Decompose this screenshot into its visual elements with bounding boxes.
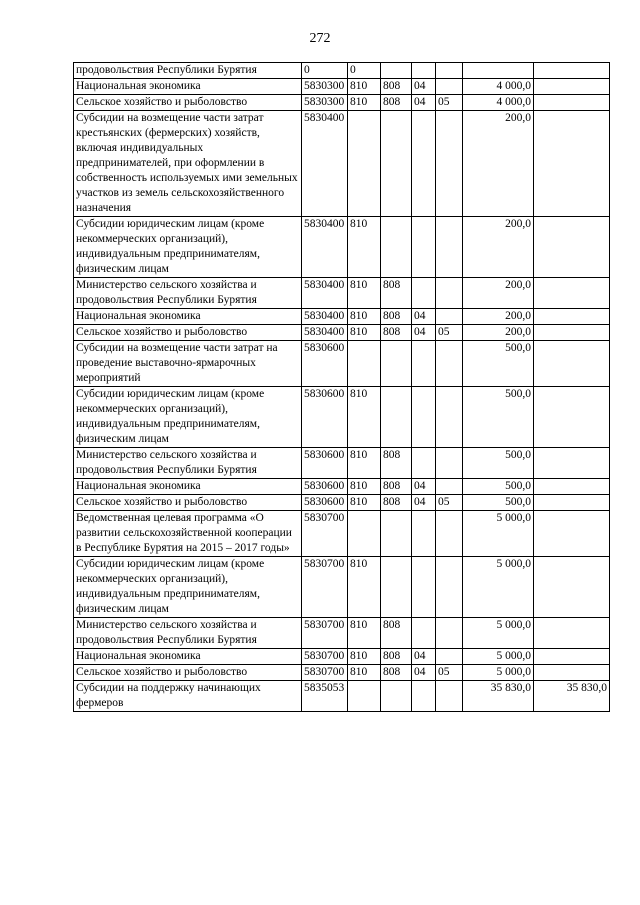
amount: 35 830,0	[490, 682, 531, 694]
item-name: Национальная экономика	[76, 480, 201, 492]
ministry-code-cell	[381, 495, 412, 511]
table-row	[74, 79, 610, 95]
expense-type: 810	[350, 449, 368, 461]
expense-type: 810	[350, 650, 368, 662]
table-row	[74, 325, 610, 341]
subsection-code-cell	[436, 63, 463, 79]
subsection-code-cell	[436, 448, 463, 479]
section-code-cell	[412, 325, 436, 341]
target-code: 5830600	[304, 342, 345, 354]
item-name-cell	[74, 217, 302, 278]
table-row	[74, 495, 610, 511]
subsection-code-cell	[436, 665, 463, 681]
item-name-cell	[74, 387, 302, 448]
target-code-cell	[302, 557, 348, 618]
ministry-code-cell	[381, 111, 412, 217]
section-code-cell	[412, 665, 436, 681]
table-row	[74, 95, 610, 111]
federal-amount-cell	[534, 479, 610, 495]
table-row	[74, 618, 610, 649]
expense-type-cell	[348, 341, 381, 387]
page-number: 272	[309, 31, 331, 46]
table-row	[74, 278, 610, 309]
amount: 500,0	[505, 388, 531, 400]
ministry-code-cell	[381, 278, 412, 309]
ministry-code-cell	[381, 341, 412, 387]
ministry-code-cell	[381, 309, 412, 325]
item-name-cell	[74, 511, 302, 557]
section-code-cell	[412, 479, 436, 495]
target-code: 5830700	[304, 512, 345, 524]
section-code-cell	[412, 649, 436, 665]
item-name-cell	[74, 341, 302, 387]
ministry-code: 808	[383, 326, 401, 338]
expense-type-cell	[348, 495, 381, 511]
ministry-code: 808	[383, 619, 401, 631]
target-code: 5830700	[304, 558, 345, 570]
amount: 200,0	[505, 218, 531, 230]
table-row	[74, 309, 610, 325]
target-code: 5830600	[304, 496, 345, 508]
expense-type: 810	[350, 326, 368, 338]
amount-cell	[463, 387, 534, 448]
item-name: Субсидии юридическим лицам (кроме некоммерческих организаций), индивидуальным предпринимателям, физическим лицам	[76, 558, 268, 615]
expense-type-cell	[348, 479, 381, 495]
subsection-code-cell	[436, 557, 463, 618]
section-code: 04	[414, 326, 426, 338]
ministry-code-cell	[381, 665, 412, 681]
expense-type-cell	[348, 63, 381, 79]
amount-cell	[463, 649, 534, 665]
target-code: 5830300	[304, 96, 345, 108]
item-name: Субсидии на возмещение части затрат на проведение выставочно-ярмарочных мероприятий	[76, 342, 281, 384]
item-name-cell	[74, 278, 302, 309]
amount-cell	[463, 495, 534, 511]
amount-cell	[463, 325, 534, 341]
ministry-code: 808	[383, 650, 401, 662]
target-code-cell	[302, 649, 348, 665]
target-code: 5830400	[304, 218, 345, 230]
federal-amount-cell	[534, 278, 610, 309]
item-name-cell	[74, 325, 302, 341]
subsection-code-cell	[436, 618, 463, 649]
subsection-code: 05	[438, 326, 450, 338]
table-row	[74, 681, 610, 712]
table-row	[74, 649, 610, 665]
amount: 500,0	[505, 449, 531, 461]
amount: 500,0	[505, 496, 531, 508]
table-row	[74, 63, 610, 79]
ministry-code-cell	[381, 79, 412, 95]
item-name: Министерство сельского хозяйства и продовольствия Республики Бурятия	[76, 449, 260, 476]
ministry-code-cell	[381, 511, 412, 557]
amount: 200,0	[505, 310, 531, 322]
amount: 5 000,0	[496, 512, 531, 524]
target-code-cell	[302, 278, 348, 309]
subsection-code: 05	[438, 496, 450, 508]
amount-cell	[463, 309, 534, 325]
target-code-cell	[302, 95, 348, 111]
subsection-code-cell	[436, 495, 463, 511]
amount: 500,0	[505, 342, 531, 354]
expense-type-cell	[348, 557, 381, 618]
target-code-cell	[302, 448, 348, 479]
ministry-code-cell	[381, 681, 412, 712]
section-code: 04	[414, 80, 426, 92]
expense-type-cell	[348, 95, 381, 111]
federal-amount-cell	[534, 557, 610, 618]
section-code-cell	[412, 557, 436, 618]
subsection-code-cell	[436, 479, 463, 495]
expense-type-cell	[348, 618, 381, 649]
expense-type-cell	[348, 217, 381, 278]
table-row	[74, 217, 610, 278]
federal-amount-cell	[534, 511, 610, 557]
amount: 5 000,0	[496, 666, 531, 678]
ministry-code-cell	[381, 387, 412, 448]
expense-type: 810	[350, 279, 368, 291]
amount-cell	[463, 63, 534, 79]
ministry-code-cell	[381, 649, 412, 665]
subsection-code-cell	[436, 111, 463, 217]
item-name: Сельское хозяйство и рыболовство	[76, 496, 248, 508]
target-code: 5830400	[304, 279, 345, 291]
expense-type: 810	[350, 388, 368, 400]
ministry-code: 808	[383, 310, 401, 322]
budget-table	[73, 62, 610, 712]
expense-type-cell	[348, 79, 381, 95]
ministry-code-cell	[381, 95, 412, 111]
item-name-cell	[74, 479, 302, 495]
section-code-cell	[412, 217, 436, 278]
section-code-cell	[412, 341, 436, 387]
section-code-cell	[412, 495, 436, 511]
expense-type: 0	[350, 64, 356, 76]
expense-type-cell	[348, 278, 381, 309]
federal-amount-cell	[534, 341, 610, 387]
amount: 200,0	[505, 112, 531, 124]
table-row	[74, 448, 610, 479]
amount: 200,0	[505, 326, 531, 338]
section-code: 04	[414, 496, 426, 508]
target-code-cell	[302, 325, 348, 341]
expense-type: 810	[350, 80, 368, 92]
table-row	[74, 111, 610, 217]
target-code: 5830400	[304, 326, 345, 338]
item-name-cell	[74, 557, 302, 618]
federal-amount-cell	[534, 79, 610, 95]
target-code: 5830700	[304, 666, 345, 678]
target-code: 5830400	[304, 310, 345, 322]
expense-type: 810	[350, 666, 368, 678]
section-code-cell	[412, 448, 436, 479]
section-code: 04	[414, 96, 426, 108]
section-code-cell	[412, 111, 436, 217]
target-code: 5830600	[304, 449, 345, 461]
amount-cell	[463, 665, 534, 681]
table-body	[74, 63, 610, 712]
subsection-code-cell	[436, 309, 463, 325]
target-code-cell	[302, 217, 348, 278]
section-code-cell	[412, 278, 436, 309]
section-code-cell	[412, 618, 436, 649]
item-name-cell	[74, 448, 302, 479]
federal-amount-cell	[534, 111, 610, 217]
expense-type-cell	[348, 649, 381, 665]
target-code: 5830600	[304, 480, 345, 492]
ministry-code-cell	[381, 618, 412, 649]
ministry-code: 808	[383, 449, 401, 461]
expense-type: 810	[350, 218, 368, 230]
federal-amount-cell	[534, 387, 610, 448]
ministry-code-cell	[381, 557, 412, 618]
target-code-cell	[302, 111, 348, 217]
expense-type-cell	[348, 665, 381, 681]
ministry-code: 808	[383, 96, 401, 108]
item-name-cell	[74, 79, 302, 95]
item-name: Министерство сельского хозяйства и продовольствия Республики Бурятия	[76, 279, 260, 306]
ministry-code-cell	[381, 325, 412, 341]
ministry-code: 808	[383, 480, 401, 492]
amount: 5 000,0	[496, 619, 531, 631]
ministry-code-cell	[381, 63, 412, 79]
expense-type: 810	[350, 480, 368, 492]
target-code: 5830600	[304, 388, 345, 400]
amount: 5 000,0	[496, 558, 531, 570]
item-name: Субсидии юридическим лицам (кроме некоммерческих организаций), индивидуальным предпринимателям, физическим лицам	[76, 218, 268, 275]
expense-type-cell	[348, 309, 381, 325]
federal-amount-cell	[534, 448, 610, 479]
expense-type: 810	[350, 310, 368, 322]
amount-cell	[463, 341, 534, 387]
subsection-code-cell	[436, 95, 463, 111]
ministry-code: 808	[383, 666, 401, 678]
target-code-cell	[302, 618, 348, 649]
target-code-cell	[302, 479, 348, 495]
expense-type-cell	[348, 511, 381, 557]
expense-type-cell	[348, 448, 381, 479]
subsection-code-cell	[436, 511, 463, 557]
target-code-cell	[302, 665, 348, 681]
amount-cell	[463, 681, 534, 712]
subsection-code-cell	[436, 278, 463, 309]
ministry-code: 808	[383, 279, 401, 291]
section-code-cell	[412, 387, 436, 448]
amount-cell	[463, 95, 534, 111]
item-name: Субсидии на поддержку начинающих фермеров	[76, 682, 264, 709]
target-code-cell	[302, 79, 348, 95]
section-code-cell	[412, 95, 436, 111]
ministry-code-cell	[381, 448, 412, 479]
item-name-cell	[74, 649, 302, 665]
target-code: 5835053	[304, 682, 345, 694]
amount-cell	[463, 111, 534, 217]
amount: 500,0	[505, 480, 531, 492]
subsection-code: 05	[438, 96, 450, 108]
item-name: Министерство сельского хозяйства и продовольствия Республики Бурятия	[76, 619, 260, 646]
subsection-code-cell	[436, 681, 463, 712]
ministry-code-cell	[381, 217, 412, 278]
table-row	[74, 665, 610, 681]
expense-type-cell	[348, 681, 381, 712]
subsection-code-cell	[436, 217, 463, 278]
table-row	[74, 479, 610, 495]
section-code-cell	[412, 79, 436, 95]
section-code: 04	[414, 666, 426, 678]
item-name: Ведомственная целевая программа «О развитии сельскохозяйственной кооперации в Республике Бурятия на 2015 – 2017 годы»	[76, 512, 295, 554]
federal-amount-cell	[534, 495, 610, 511]
ministry-code: 808	[383, 80, 401, 92]
subsection-code: 05	[438, 666, 450, 678]
subsection-code-cell	[436, 341, 463, 387]
table-row	[74, 341, 610, 387]
ministry-code: 808	[383, 496, 401, 508]
item-name-cell	[74, 495, 302, 511]
target-code-cell	[302, 387, 348, 448]
item-name: Национальная экономика	[76, 650, 201, 662]
item-name: Субсидии на возмещение части затрат крестьянских (фермерских) хозяйств, включая индивидуальных предпринимателей, при оформлении в собственность используемых ими земельных участков из земель сельскохозяйственного назначения	[76, 112, 301, 214]
expense-type-cell	[348, 111, 381, 217]
subsection-code-cell	[436, 79, 463, 95]
item-name-cell	[74, 309, 302, 325]
expense-type: 810	[350, 496, 368, 508]
federal-amount-cell	[534, 649, 610, 665]
item-name: Национальная экономика	[76, 80, 201, 92]
item-name: Сельское хозяйство и рыболовство	[76, 326, 248, 338]
target-code: 5830400	[304, 112, 345, 124]
amount-cell	[463, 448, 534, 479]
amount-cell	[463, 511, 534, 557]
item-name-cell	[74, 63, 302, 79]
amount: 4 000,0	[496, 96, 531, 108]
item-name-cell	[74, 111, 302, 217]
expense-type-cell	[348, 387, 381, 448]
subsection-code-cell	[436, 387, 463, 448]
federal-amount-cell	[534, 217, 610, 278]
amount: 4 000,0	[496, 80, 531, 92]
table-row	[74, 387, 610, 448]
federal-amount-cell	[534, 95, 610, 111]
section-code: 04	[414, 310, 426, 322]
item-name: Сельское хозяйство и рыболовство	[76, 666, 248, 678]
amount-cell	[463, 217, 534, 278]
target-code-cell	[302, 341, 348, 387]
target-code: 5830700	[304, 650, 345, 662]
federal-amount-cell	[534, 325, 610, 341]
section-code-cell	[412, 63, 436, 79]
table-row	[74, 511, 610, 557]
section-code-cell	[412, 681, 436, 712]
item-name: продовольствия Республики Бурятия	[76, 64, 257, 76]
target-code-cell	[302, 309, 348, 325]
expense-type: 810	[350, 96, 368, 108]
amount: 5 000,0	[496, 650, 531, 662]
expense-type: 810	[350, 619, 368, 631]
amount-cell	[463, 618, 534, 649]
federal-amount-cell	[534, 618, 610, 649]
item-name-cell	[74, 665, 302, 681]
federal-amount-cell	[534, 309, 610, 325]
target-code-cell	[302, 681, 348, 712]
target-code-cell	[302, 63, 348, 79]
federal-amount: 35 830,0	[566, 682, 607, 694]
federal-amount-cell	[534, 681, 610, 712]
federal-amount-cell	[534, 63, 610, 79]
item-name-cell	[74, 95, 302, 111]
table-row	[74, 557, 610, 618]
amount-cell	[463, 79, 534, 95]
subsection-code-cell	[436, 325, 463, 341]
item-name-cell	[74, 618, 302, 649]
amount-cell	[463, 479, 534, 495]
target-code: 5830700	[304, 619, 345, 631]
federal-amount-cell	[534, 665, 610, 681]
item-name: Субсидии юридическим лицам (кроме некоммерческих организаций), индивидуальным предпринимателям, физическим лицам	[76, 388, 268, 445]
amount-cell	[463, 557, 534, 618]
ministry-code-cell	[381, 479, 412, 495]
subsection-code-cell	[436, 649, 463, 665]
target-code: 5830300	[304, 80, 345, 92]
target-code-cell	[302, 511, 348, 557]
item-name-cell	[74, 681, 302, 712]
item-name: Национальная экономика	[76, 310, 201, 322]
expense-type-cell	[348, 325, 381, 341]
section-code: 04	[414, 650, 426, 662]
section-code: 04	[414, 480, 426, 492]
expense-type: 810	[350, 558, 368, 570]
target-code: 0	[304, 64, 310, 76]
amount: 200,0	[505, 279, 531, 291]
amount-cell	[463, 278, 534, 309]
item-name: Сельское хозяйство и рыболовство	[76, 96, 248, 108]
target-code-cell	[302, 495, 348, 511]
section-code-cell	[412, 309, 436, 325]
section-code-cell	[412, 511, 436, 557]
